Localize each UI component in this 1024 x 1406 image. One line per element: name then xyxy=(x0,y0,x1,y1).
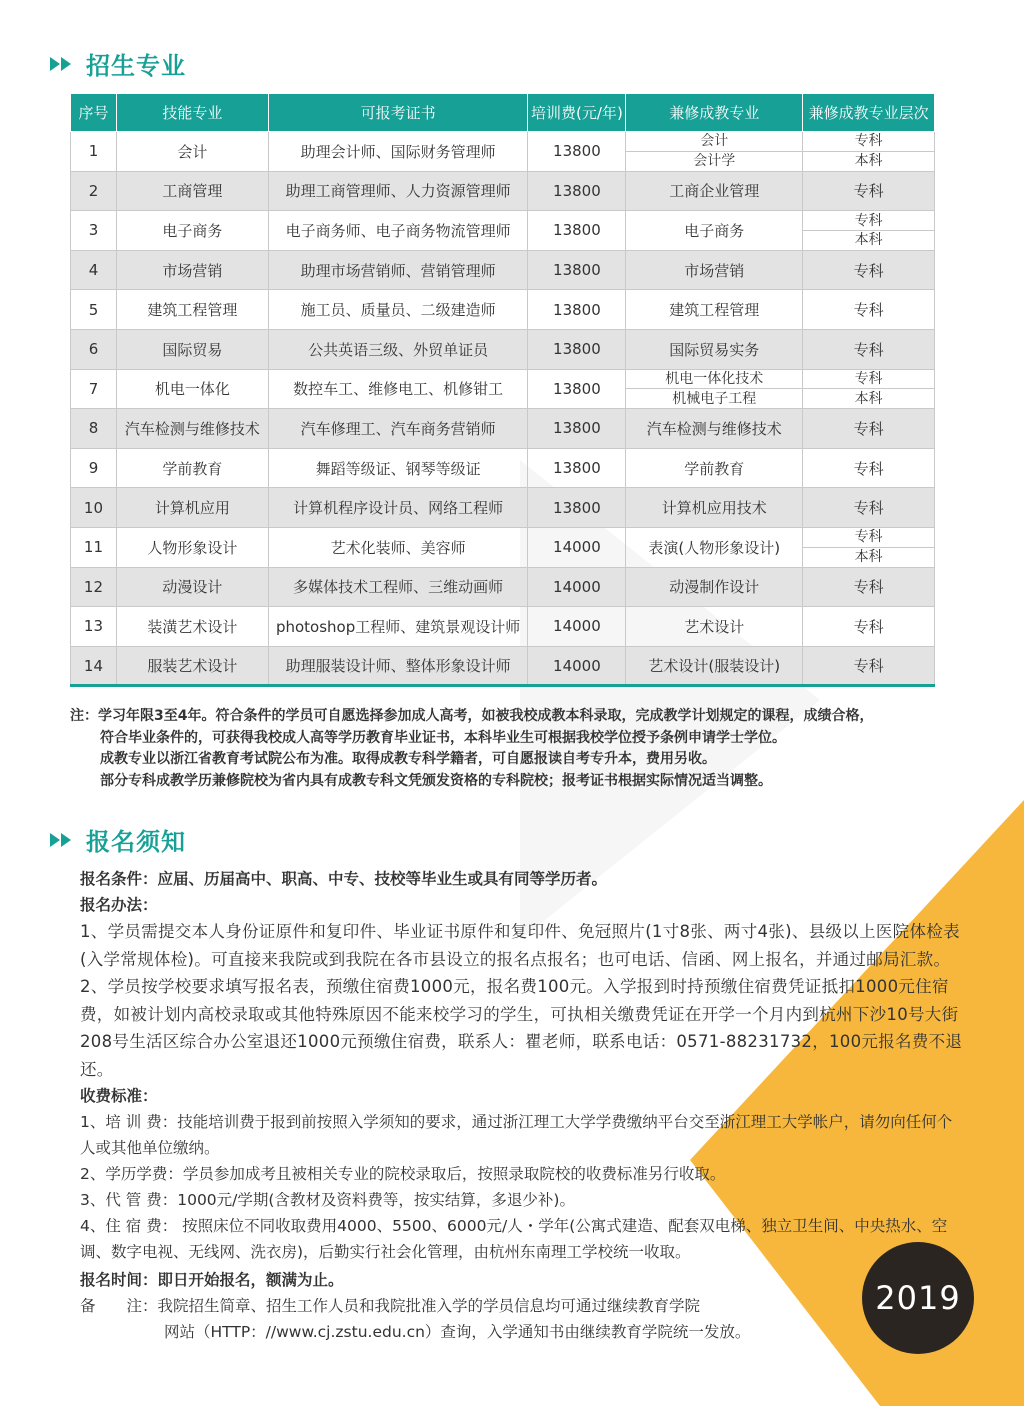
cell-major: 学前教育 xyxy=(116,448,268,488)
cell-level-part: 本科 xyxy=(803,547,934,567)
cell-no: 5 xyxy=(71,290,117,330)
cell-major: 电子商务 xyxy=(116,211,268,251)
cell-level: 专科 xyxy=(803,488,935,528)
cell-level xyxy=(803,132,935,172)
note-line: 符合毕业条件的，可获得我校成人高等学历教育毕业证书，本科毕业生可根据我校学位授予条例申请学士学位。 xyxy=(100,729,786,746)
table-row xyxy=(71,646,935,686)
cell-adult-major: 市场营销 xyxy=(626,250,803,290)
cell-major: 装潢艺术设计 xyxy=(116,607,268,647)
cell-major: 服装艺术设计 xyxy=(116,646,268,686)
cell-no: 13 xyxy=(71,607,117,647)
cell-fee: 13800 xyxy=(528,488,626,528)
cell-cert: 多媒体技术工程师、三维动画师 xyxy=(268,567,528,607)
cell-fee: 14000 xyxy=(528,646,626,686)
table-row xyxy=(71,211,935,251)
header-cert: 可报考证书 xyxy=(268,94,528,132)
double-arrow-icon xyxy=(50,54,76,74)
cell-adult-major-part: 机电一体化技术 xyxy=(665,370,764,387)
table-row xyxy=(71,488,935,528)
cell-cert: 舞蹈等级证、钢琴等级证 xyxy=(268,448,528,488)
cell-adult-major: 艺术设计 xyxy=(626,607,803,647)
header-major: 技能专业 xyxy=(116,94,268,132)
cell-cert: 助理服装设计师、整体形象设计师 xyxy=(268,646,528,686)
cell-level: 专科 xyxy=(803,567,935,607)
cell-major: 汽车检测与维修技术 xyxy=(116,409,268,449)
cell-cert: photoshop工程师、建筑景观设计师 xyxy=(268,607,528,647)
cell-level: 专科 xyxy=(803,607,935,647)
cell-cert: 电子商务师、电子商务物流管理师 xyxy=(268,211,528,251)
cell-no: 8 xyxy=(71,409,117,449)
cell-level: 专科 xyxy=(803,171,935,211)
cell-adult-major: 电子商务 xyxy=(626,211,803,251)
cell-adult-major-part: 会计学 xyxy=(626,151,802,171)
cell-major: 工商管理 xyxy=(116,171,268,211)
majors-table xyxy=(70,93,935,687)
table-row xyxy=(71,250,935,290)
enroll-method-1: 1、学员需提交本人身份证原件和复印件、毕业证书原件和复印件、免冠照片(1寸8张、两寸4张)、县级以上医院体检表(入学常规体检)。可直接来我院或到我院在各市县设立的报名点报名；也可电话、信函、网上报名，并通过邮局汇款。 xyxy=(80,922,960,969)
table-row xyxy=(71,290,935,330)
cell-cert: 艺术化装师、美容师 xyxy=(268,527,528,567)
cell-no: 12 xyxy=(71,567,117,607)
fee-item: 3、代 管 费：1000元/学期(含教材及资料费等，按实结算，多退少补)。 xyxy=(80,1191,575,1209)
header-adult-major: 兼修成教专业 xyxy=(626,94,803,132)
fee-item: 1、培 训 费：技能培训费于报到前按照入学须知的要求，通过浙江理工大学学费缴纳平台交至浙江理工大学帐户，请勿向任何个人或其他单位缴纳。 xyxy=(80,1113,953,1157)
cell-major: 动漫设计 xyxy=(116,567,268,607)
cell-adult-major: 艺术设计(服装设计) xyxy=(626,646,803,686)
cell-fee: 13800 xyxy=(528,329,626,369)
cell-no: 2 xyxy=(71,171,117,211)
cell-adult-major: 汽车检测与维修技术 xyxy=(626,409,803,449)
cell-cert: 助理会计师、国际财务管理师 xyxy=(268,132,528,172)
cell-adult-major xyxy=(626,132,803,172)
fee-title: 收费标准： xyxy=(80,1087,158,1105)
table-body xyxy=(71,132,935,686)
cell-fee: 13800 xyxy=(528,250,626,290)
note-line: 成教专业以浙江省教育考试院公布为准。取得成教专科学籍者，可自愿报读自考专升本，费用另收。 xyxy=(100,751,716,767)
table-row xyxy=(71,567,935,607)
cell-adult-major: 计算机应用技术 xyxy=(626,488,803,528)
enroll-time: 报名时间：即日开始报名，额满为止。 xyxy=(80,1271,344,1289)
cell-adult-major: 表演(人物形象设计) xyxy=(626,527,803,567)
cell-level-part: 本科 xyxy=(803,151,934,171)
cell-level-part: 本科 xyxy=(803,230,934,250)
cell-major: 机电一体化 xyxy=(116,369,268,409)
cell-level: 专科 xyxy=(803,448,935,488)
table-row xyxy=(71,369,935,409)
cell-cert: 计算机程序设计员、网络工程师 xyxy=(268,488,528,528)
cell-major: 人物形象设计 xyxy=(116,527,268,567)
table-row xyxy=(71,448,935,488)
cell-fee: 13800 xyxy=(528,369,626,409)
cell-no: 1 xyxy=(71,132,117,172)
cell-fee: 13800 xyxy=(528,211,626,251)
cell-cert: 助理市场营销师、营销管理师 xyxy=(268,250,528,290)
cell-fee: 13800 xyxy=(528,171,626,211)
cell-level xyxy=(803,369,935,409)
table-row xyxy=(71,171,935,211)
cell-adult-major xyxy=(626,369,803,409)
cell-level-part: 专科 xyxy=(854,133,883,150)
table-row xyxy=(71,329,935,369)
cell-fee: 13800 xyxy=(528,290,626,330)
cell-no: 11 xyxy=(71,527,117,567)
cell-no: 3 xyxy=(71,211,117,251)
cell-level-part: 专科 xyxy=(854,212,883,229)
cell-adult-major: 国际贸易实务 xyxy=(626,329,803,369)
cell-adult-major: 工商企业管理 xyxy=(626,171,803,211)
cell-fee: 13800 xyxy=(528,132,626,172)
enroll-method-2: 2、学员按学校要求填写报名表，预缴住宿费1000元，报名费100元。入学报到时持预缴住宿费凭证抵扣1000元住宿费，如被计划内高校录取或其他特殊原因不能来校学习的学生，可执相关缴费凭证在开学一个月内到杭州下沙10号大街208号生活区综合办公室退还1000元预缴住宿费，联系人：瞿老师，联系电话：0571-88231732，100元报名费不退还。 xyxy=(80,977,963,1079)
remark-line: 备 注：我院招生简章、招生工作人员和我院批准入学的学员信息均可通过继续教育学院 xyxy=(80,1297,701,1315)
cell-adult-major-part: 会计 xyxy=(700,133,729,150)
table-header-row xyxy=(71,94,935,132)
fee-item: 4、住 宿 费： 按照床位不同收取费用4000、5500、6000元/人・学年(公寓式建造、配套双电梯、独立卫生间、中央热水、空调、数字电视、无线网、洗衣房)，后勤实行社会化管理，由杭州东南理工学校统一收取。 xyxy=(80,1217,948,1261)
table-row xyxy=(71,132,935,172)
header-fee: 培训费(元/年) xyxy=(528,94,626,132)
cell-adult-major-part: 机械电子工程 xyxy=(626,388,802,408)
cell-level-part: 专科 xyxy=(854,529,883,546)
header-no: 序号 xyxy=(71,94,117,132)
cell-no: 14 xyxy=(71,646,117,686)
enrollment-info xyxy=(80,866,965,1345)
cell-cert: 施工员、质量员、二级建造师 xyxy=(268,290,528,330)
section-title-enrollment xyxy=(50,822,186,857)
cell-fee: 13800 xyxy=(528,448,626,488)
cell-major: 计算机应用 xyxy=(116,488,268,528)
cell-major: 会计 xyxy=(116,132,268,172)
cell-fee: 14000 xyxy=(528,567,626,607)
section-title-text: 招生专业 xyxy=(86,52,186,80)
cell-major: 建筑工程管理 xyxy=(116,290,268,330)
cell-major: 国际贸易 xyxy=(116,329,268,369)
cell-no: 10 xyxy=(71,488,117,528)
cell-level: 专科 xyxy=(803,290,935,330)
header-level: 兼修成教专业层次 xyxy=(803,94,935,132)
note-line: 注：学习年限3至4年。符合条件的学员可自愿选择参加成人高考，如被我校成教本科录取，完成教学计划规定的课程，成绩合格， xyxy=(70,708,874,724)
cell-no: 9 xyxy=(71,448,117,488)
cell-level: 专科 xyxy=(803,646,935,686)
cell-adult-major: 动漫制作设计 xyxy=(626,567,803,607)
cell-major: 市场营销 xyxy=(116,250,268,290)
cell-fee: 13800 xyxy=(528,409,626,449)
cell-level-part: 本科 xyxy=(803,388,934,408)
cell-level xyxy=(803,211,935,251)
table-row xyxy=(71,607,935,647)
cell-cert: 助理工商管理师、人力资源管理师 xyxy=(268,171,528,211)
cell-fee: 14000 xyxy=(528,527,626,567)
cell-no: 4 xyxy=(71,250,117,290)
cell-adult-major: 学前教育 xyxy=(626,448,803,488)
fee-item: 2、学历学费：学员参加成考且被相关专业的院校录取后，按照录取院校的收费标准另行收取。 xyxy=(80,1165,726,1183)
cell-level: 专科 xyxy=(803,250,935,290)
double-arrow-icon xyxy=(50,830,76,850)
cell-level-part: 专科 xyxy=(854,370,883,387)
cell-cert: 汽车修理工、汽车商务营销师 xyxy=(268,409,528,449)
cell-cert: 数控车工、维修电工、机修钳工 xyxy=(268,369,528,409)
cell-cert: 公共英语三级、外贸单证员 xyxy=(268,329,528,369)
table-row xyxy=(71,409,935,449)
cell-level: 专科 xyxy=(803,329,935,369)
enroll-condition: 报名条件：应届、历届高中、职高、中专、技校等毕业生或具有同等学历者。 xyxy=(80,870,608,888)
section-title-majors xyxy=(50,46,186,81)
cell-level xyxy=(803,527,935,567)
enroll-method-title: 报名办法： xyxy=(80,896,158,914)
year-badge: 2019 xyxy=(862,1242,974,1354)
cell-level: 专科 xyxy=(803,409,935,449)
table-notes xyxy=(70,706,960,792)
cell-fee: 14000 xyxy=(528,607,626,647)
remark-website: 网站（HTTP：//www.cj.zstu.edu.cn）查询，入学通知书由继续教育学院统一发放。 xyxy=(164,1323,751,1341)
table-row xyxy=(71,527,935,567)
note-line: 部分专科成教学历兼修院校为省内具有成教专科文凭颁发资格的专科院校；报考证书根据实际情况适当调整。 xyxy=(100,772,772,789)
section-title-text: 报名须知 xyxy=(86,828,186,856)
cell-no: 7 xyxy=(71,369,117,409)
cell-adult-major: 建筑工程管理 xyxy=(626,290,803,330)
cell-no: 6 xyxy=(71,329,117,369)
